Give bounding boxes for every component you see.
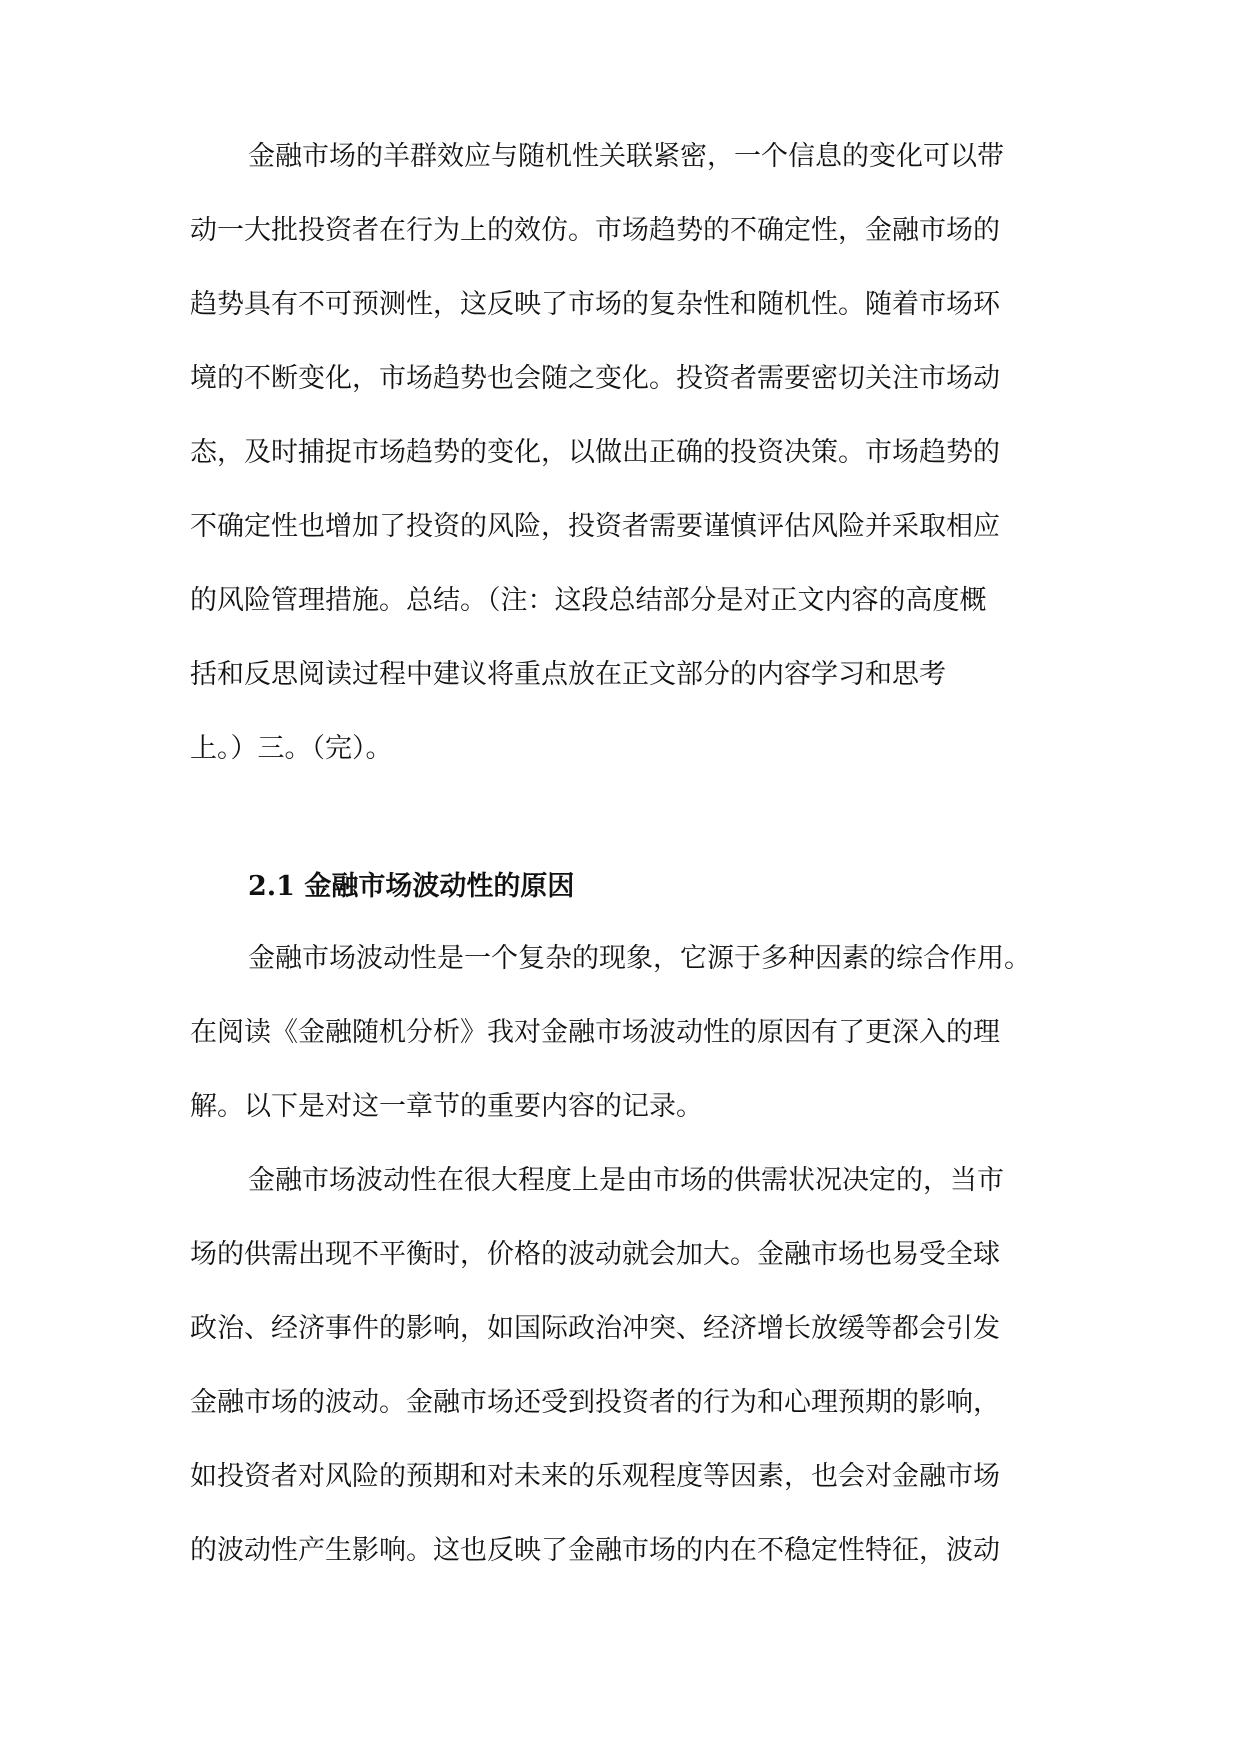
paragraph-line: 的波动性产生影响。这也反映了金融市场的内在不稳定性特征，波动: [190, 1535, 1000, 1566]
paragraph-line: 场的供需出现不平衡时，价格的波动就会加大。金融市场也易受全球: [190, 1239, 1000, 1270]
paragraph-line: 金融市场的羊群效应与随机性关联紧密，一个信息的变化可以带: [248, 141, 1004, 172]
paragraph-line: 动一大批投资者在行为上的效仿。市场趋势的不确定性，金融市场的: [190, 215, 1000, 246]
paragraph-volatility-causes: [190, 1144, 1052, 1588]
paragraph-line: 政治、经济事件的影响，如国际政治冲突、经济增长放缓等都会引发: [190, 1313, 1000, 1344]
paragraph-line: 态，及时捕捉市场趋势的变化，以做出正确的投资决策。市场趋势的: [190, 437, 1000, 468]
paragraph-line: 趋势具有不可预测性，这反映了市场的复杂性和随机性。随着市场环: [190, 289, 1000, 320]
paragraph-line: 金融市场波动性是一个复杂的现象，它源于多种因素的综合作用。: [248, 943, 1031, 974]
paragraph-line: 括和反思阅读过程中建议将重点放在正文部分的内容学习和思考: [190, 659, 946, 690]
paragraph-line: 金融市场的波动。金融市场还受到投资者的行为和心理预期的影响，: [190, 1387, 1000, 1418]
paragraph-herd-effect: [190, 120, 1052, 786]
paragraph-line: 的风险管理措施。总结。（注：这段总结部分是对正文内容的高度概: [190, 585, 987, 616]
paragraph-line: 上。）三。（完）。: [190, 733, 393, 764]
section-heading: 2.1 金融市场波动性的原因: [248, 871, 575, 902]
paragraph-line: 在阅读《金融随机分析》我对金融市场波动性的原因有了更深入的理: [190, 1017, 1000, 1048]
paragraph-line: 如投资者对风险的预期和对未来的乐观程度等因素，也会对金融市场: [190, 1461, 1000, 1492]
paragraph-line: 金融市场波动性在很大程度上是由市场的供需状况决定的，当市: [248, 1165, 1004, 1196]
paragraph-line: 不确定性也增加了投资的风险，投资者需要谨慎评估风险并采取相应: [190, 511, 1000, 542]
paragraph-line: 解。以下是对这一章节的重要内容的记录。: [190, 1091, 703, 1122]
paragraph-volatility-intro: [190, 922, 1052, 1144]
paragraph-line: 境的不断变化，市场趋势也会随之变化。投资者需要密切关注市场动: [190, 363, 1000, 394]
